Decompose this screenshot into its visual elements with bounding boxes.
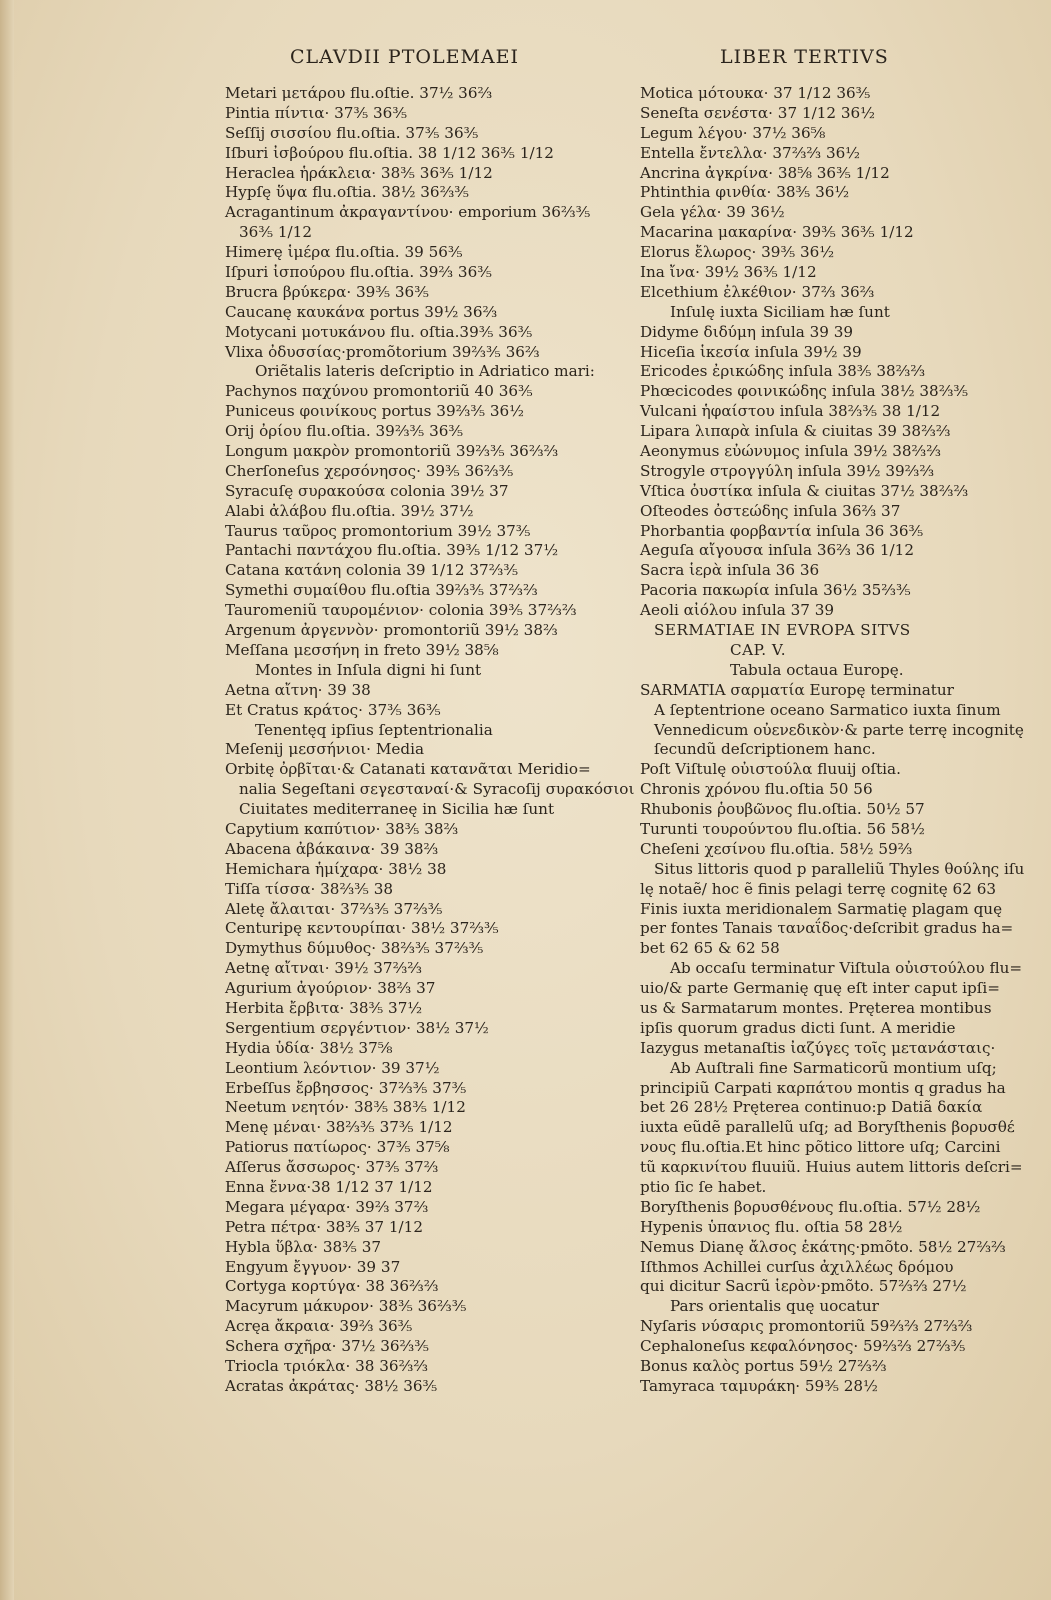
text-line: Catana κατάνη colonia 39 1/12 37⅔⅗ (225, 561, 519, 580)
text-line: Phœcicodes φοινικώδης inſula 38½ 38⅔⅗ (640, 382, 969, 401)
text-line: Inſulę iuxta Siciliam hæ ſunt (670, 302, 890, 321)
text-line: ptio ſic ſe habet. (640, 1177, 767, 1196)
text-line: Aeonymus εὐώνυμος inſula 39½ 38⅔⅔ (640, 442, 941, 461)
text-line: ipſis quorum gradus dicti ſunt. A meridie (640, 1018, 956, 1037)
text-line: us & Sarmatarum montes. Pręterea montibus (640, 998, 992, 1017)
text-line: Capytium καπύτιον· 38⅗ 38⅔ (225, 819, 459, 838)
text-line: tũ καρκινίτου fluuiũ. Huius autem littoris deſcri= (640, 1158, 1023, 1177)
text-line: νους flu.oſtia.Et hinc põtico littore uſq; Carcini (640, 1138, 1001, 1157)
text-line: Rhubonis ῥουβῶνος flu.oſtia. 50½ 57 (640, 800, 925, 819)
text-line: Ericodes ἐρικώδης inſula 38⅗ 38⅔⅔ (640, 362, 926, 381)
text-line: Erbeſſus ἔρβησσος· 37⅔⅗ 37⅗ (225, 1078, 467, 1097)
text-line: Alabi ἀλάβου flu.oſtia. 39½ 37½ (225, 501, 474, 520)
text-line: Acręa ἄκραια· 39⅔ 36⅗ (225, 1317, 413, 1336)
text-line: Pars orientalis quę uocatur (670, 1297, 879, 1316)
text-line: Oriẽtalis lateris deſcriptio in Adriatico mari: (255, 362, 595, 381)
page-gutter (0, 0, 14, 1600)
text-line: Pacoria πακωρία inſula 36½ 35⅔⅗ (640, 581, 911, 600)
text-line: Tauromeniũ ταυρομένιον· colonia 39⅗ 37⅔⅔ (225, 601, 577, 620)
running-header-left: CLAVDII PTOLEMAEI (290, 46, 520, 68)
text-line: Phorbantia φορβαντία inſula 36 36⅗ (640, 521, 924, 540)
text-line: Et Cratus κράτος· 37⅗ 36⅗ (225, 700, 441, 719)
text-line: Pachynos παχύνου promontoriũ 40 36⅗ (225, 382, 533, 401)
text-line: Vlixa ὀδυσσίας·promõtorium 39⅔⅗ 36⅔ (225, 342, 540, 361)
text-line: Elcethium ἐλκέθιον· 37⅔ 36⅔ (640, 282, 875, 301)
text-line: Iſburi ἰσβούρου flu.oſtia. 38 1/12 36⅗ 1/12 (225, 143, 554, 162)
text-line: Ciuitates mediterraneę in Sicilia hæ ſunt (239, 800, 555, 819)
text-line: lę notaẽ/ hoc ẽ finis pelagi terrę cognitę 62 63 (640, 879, 997, 898)
text-line: Hypenis ὑπανιος flu. oſtia 58 28½ (640, 1217, 903, 1236)
text-line: Cheſeni χεσίνου flu.oſtia. 58½ 59⅔ (640, 839, 913, 858)
text-line: Herbita ἔρβιτα· 38⅗ 37½ (225, 998, 423, 1017)
text-line: Elorus ἔλωρος· 39⅗ 36½ (640, 243, 835, 262)
text-line: Seſſij σισσίου flu.oſtia. 37⅗ 36⅗ (225, 123, 479, 142)
text-line: bet 62 65 & 62 58 (640, 939, 780, 958)
text-line: Strogyle στρογγύλη inſula 39½ 39⅔⅔ (640, 461, 935, 480)
text-line: Schera σχῆρα· 37½ 36⅔⅗ (225, 1337, 429, 1356)
text-line: nalia Segeſtani σεγεσταναί·& Syracoſij συρακόσιοι (239, 780, 635, 799)
text-line: Seneſta σενέστα· 37 1/12 36½ (640, 103, 875, 122)
text-line: Nemus Dianę ἄλσος ἑκάτης·pmõto. 58½ 27⅔⅔ (640, 1237, 1006, 1256)
running-header-right: LIBER TERTIVS (720, 46, 889, 68)
text-line: Tiſſa τίσσα· 38⅔⅗ 38 (225, 879, 394, 898)
text-line: Dymythus δύμυθος· 38⅔⅗ 37⅔⅗ (225, 939, 484, 958)
text-line: A ſeptentrione oceano Sarmatico iuxta ſinum (654, 700, 1001, 719)
text-line: Tabula octaua Europę. (730, 660, 904, 679)
text-line: Heraclea ἡράκλεια· 38⅗ 36⅗ 1/12 (225, 163, 493, 182)
text-line: Sergentium σεργέντιον· 38½ 37½ (225, 1018, 489, 1037)
text-line: Turunti τουρούντου flu.oſtia. 56 58½ (640, 819, 925, 838)
text-line: Macarina μακαρίνα· 39⅗ 36⅗ 1/12 (640, 223, 914, 242)
text-line: Metari μετάρου flu.oſtie. 37½ 36⅔ (225, 84, 493, 102)
text-line: Meſſana μεσσήνη in freto 39½ 38⅝ (225, 640, 499, 659)
text-line: Triocla τριόκλα· 38 36⅔⅔ (225, 1357, 429, 1375)
text-line: principiũ Carpati καρπάτου montis q gradus ha (640, 1078, 1006, 1097)
text-line: Ancrina ἀγκρίνα· 38⅝ 36⅗ 1/12 (640, 163, 890, 182)
text-line: Aetnę αἴτναι· 39½ 37⅔⅔ (225, 959, 423, 978)
text-line: Abacena ἀβάκαινα· 39 38⅔ (225, 839, 439, 858)
text-line: ſecundũ deſcriptionem hanc. (654, 740, 876, 759)
text-line: Leontium λεόντιον· 39 37½ (225, 1058, 440, 1077)
text-line: Acragantinum ἀκραγαντίνου· emporium 36⅔⅗ (225, 203, 591, 222)
text-line: Patiorus πατίωρος· 37⅗ 37⅝ (225, 1138, 450, 1157)
text-line: Hybla ὕβλα· 38⅗ 37 (225, 1237, 382, 1256)
text-line: Motycani μοτυκάνου flu. oſtia.39⅗ 36⅗ (225, 322, 533, 341)
text-line: Neetum νεητόν· 38⅗ 38⅗ 1/12 (225, 1098, 466, 1117)
text-line: Taurus ταῦρος promontorium 39½ 37⅗ (225, 521, 531, 540)
text-line: Sacra ἱερὰ inſula 36 36 (640, 561, 820, 580)
text-line: Cephaloneſus κεφαλόνησος· 59⅔⅔ 27⅔⅗ (640, 1337, 966, 1356)
text-line: Entella ἔντελλα· 37⅔⅔ 36½ (640, 143, 861, 162)
text-line: Hemichara ἡμίχαρα· 38½ 38 (225, 859, 447, 878)
text-line: Himerę ἱμέρα flu.oſtia. 39 56⅗ (225, 243, 463, 262)
text-line: Vſtica ὀυστίκα inſula & ciuitas 37½ 38⅔⅔ (640, 481, 969, 500)
text-line: iuxta eũdẽ parallelũ uſq; ad Boryſthenis βορυσθέ (640, 1118, 1015, 1137)
text-line: Cortyga κορτύγα· 38 36⅔⅔ (225, 1277, 439, 1296)
text-line: Caucanę καυκάνα portus 39½ 36⅔ (225, 302, 498, 321)
text-line: Aſſerus ἄσσωρος· 37⅗ 37⅔ (225, 1158, 439, 1177)
text-line: Pantachi παντάχου flu.oſtia. 39⅗ 1/12 37½ (225, 541, 559, 560)
text-line: Iſthmos Achillei curſus ἀχιλλέως δρόμου (640, 1257, 954, 1276)
text-line: Phtinthia φινθία· 38⅗ 36½ (640, 183, 850, 202)
text-line: Syracuſę συρακούσα colonia 39½ 37 (225, 481, 509, 500)
text-line: Legum λέγου· 37½ 36⅝ (640, 123, 826, 142)
text-line: Oſteodes ὀστεώδης inſula 36⅔ 37 (640, 501, 901, 520)
text-line: Symethi συμαίθου flu.oſtia 39⅔⅗ 37⅔⅔ (225, 581, 538, 600)
text-line: Finis iuxta meridionalem Sarmatię plagam quę (640, 899, 1003, 918)
text-line: Acratas ἀκράτας· 38½ 36⅗ (225, 1376, 438, 1395)
text-line: Megara μέγαρα· 39⅔ 37⅔ (225, 1197, 429, 1216)
text-line: Tenentęq ipſius ſeptentrionalia (255, 720, 493, 739)
text-line: Iſpuri ἰσπούρου flu.oſtia. 39⅔ 36⅗ (225, 263, 492, 282)
text-line: Pintia πίντια· 37⅗ 36⅗ (225, 103, 408, 122)
text-line: Iazygus metanaſtis ἰαζύγες τοῖς μετανάσταις· (640, 1038, 996, 1057)
text-line: Didyme διδύμη inſula 39 39 (640, 322, 854, 341)
text-line: Ina ἴνα· 39½ 36⅗ 1/12 (640, 263, 817, 282)
text-line: Vennedicum οὐενεδικὸν·& parte terrę incognitę (654, 720, 1024, 739)
text-line: Lipara λιπαρὰ inſula & ciuitas 39 38⅔⅔ (640, 422, 951, 441)
text-line: Nyſaris νύσαρις promontoriũ 59⅔⅔ 27⅔⅔ (640, 1317, 973, 1336)
text-line: Macyrum μάκυρον· 38⅗ 36⅔⅗ (225, 1297, 467, 1316)
text-line: Poſt Viſtulę οὐιστούλα fluuij oſtia. (640, 760, 901, 779)
text-line: Tamyraca ταμυράκη· 59⅗ 28½ (640, 1376, 878, 1395)
text-line: Enna ἔννα·38 1/12 37 1/12 (225, 1177, 433, 1196)
text-line: Motica μότουκα· 37 1/12 36⅗ (640, 84, 871, 102)
text-line: Hydia ὑδία· 38½ 37⅝ (225, 1038, 393, 1057)
text-line: Menę μέναι· 38⅔⅗ 37⅗ 1/12 (225, 1118, 453, 1137)
text-line: Argenum ἀργεννὸν· promontoriũ 39½ 38⅔ (225, 621, 558, 640)
text-line: Gela γέλα· 39 36½ (640, 203, 785, 222)
text-line: SERMATIAE IN EVROPA SITVS (654, 621, 911, 640)
text-line: Aeguſa αἴγουσα inſula 36⅔ 36 1/12 (640, 541, 914, 560)
text-line: Meſenij μεσσήνιοι· Media (225, 740, 425, 759)
text-line: SARMATIA σαρματία Europę terminatur (640, 680, 954, 699)
text-line: Longum μακρὸν promontoriũ 39⅔⅗ 36⅔⅔ (225, 442, 559, 461)
text-line: Brucra βρύκερα· 39⅗ 36⅗ (225, 282, 429, 301)
text-line: Orij ὀρίου flu.oſtia. 39⅔⅗ 36⅗ (225, 422, 464, 441)
text-line: Aetna αἴτνη· 39 38 (225, 680, 371, 699)
text-line: uio/& parte Germanię quę eſt inter caput ipſi= (640, 979, 1000, 998)
text-line: Chronis χρόνου flu.oſtia 50 56 (640, 780, 873, 799)
text-line: Ab occaſu terminatur Viſtula οὐιστούλου flu= (670, 959, 1023, 978)
text-line: CAP. V. (730, 640, 787, 659)
text-line: Hiceſia ἱκεσία inſula 39½ 39 (640, 342, 862, 361)
text-line: Centuripę κεντουρίπαι· 38½ 37⅔⅗ (225, 919, 499, 938)
text-line: bet 26 28½ Pręterea continuo:p Datiã δακία (640, 1098, 983, 1117)
text-line: 36⅗ 1/12 (239, 223, 312, 242)
text-line: Aeoli αἰόλου inſula 37 39 (640, 601, 835, 620)
text-line: Agurium ἀγούριον· 38⅔ 37 (225, 979, 436, 998)
text-line: Petra πέτρα· 38⅗ 37 1/12 (225, 1217, 423, 1236)
text-line: qui dicitur Sacrũ ἱερὸν·pmõto. 57⅔⅔ 27½ (640, 1277, 967, 1296)
text-line: Aletę ἄλαιται· 37⅔⅗ 37⅔⅗ (225, 899, 443, 918)
text-line: Engyum ἔγγυον· 39 37 (225, 1257, 401, 1276)
text-line: Montes in Inſula digni hi ſunt (255, 660, 482, 679)
text-line: Bonus καλὸς portus 59½ 27⅔⅔ (640, 1357, 887, 1375)
text-line: Cherſoneſus χερσόνησος· 39⅗ 36⅔⅗ (225, 461, 514, 480)
text-line: Situs littoris quod p paralleliũ Thyles θούλης iſu (654, 859, 1025, 878)
text-line: Ab Auſtrali fine Sarmaticorũ montium uſq; (670, 1058, 997, 1077)
left-text-column (225, 84, 635, 1397)
text-line: Hypſę ὕψα flu.oſtia. 38½ 36⅔⅗ (225, 183, 470, 202)
text-line: Puniceus φοινίκους portus 39⅔⅗ 36½ (225, 402, 524, 421)
text-line: Vulcani ἡφαίστου inſula 38⅔⅗ 38 1/12 (640, 402, 941, 421)
text-line: Boryſthenis βορυσθένους flu.oſtia. 57½ 28½ (640, 1197, 981, 1216)
text-line: Orbitę ὀρβῖται·& Catanati κατανᾶται Meridio= (225, 760, 591, 779)
text-line: per fontes Tanais ταναΐδος·deſcribit gradus ha= (640, 919, 1014, 938)
right-text-column (640, 84, 1025, 1397)
